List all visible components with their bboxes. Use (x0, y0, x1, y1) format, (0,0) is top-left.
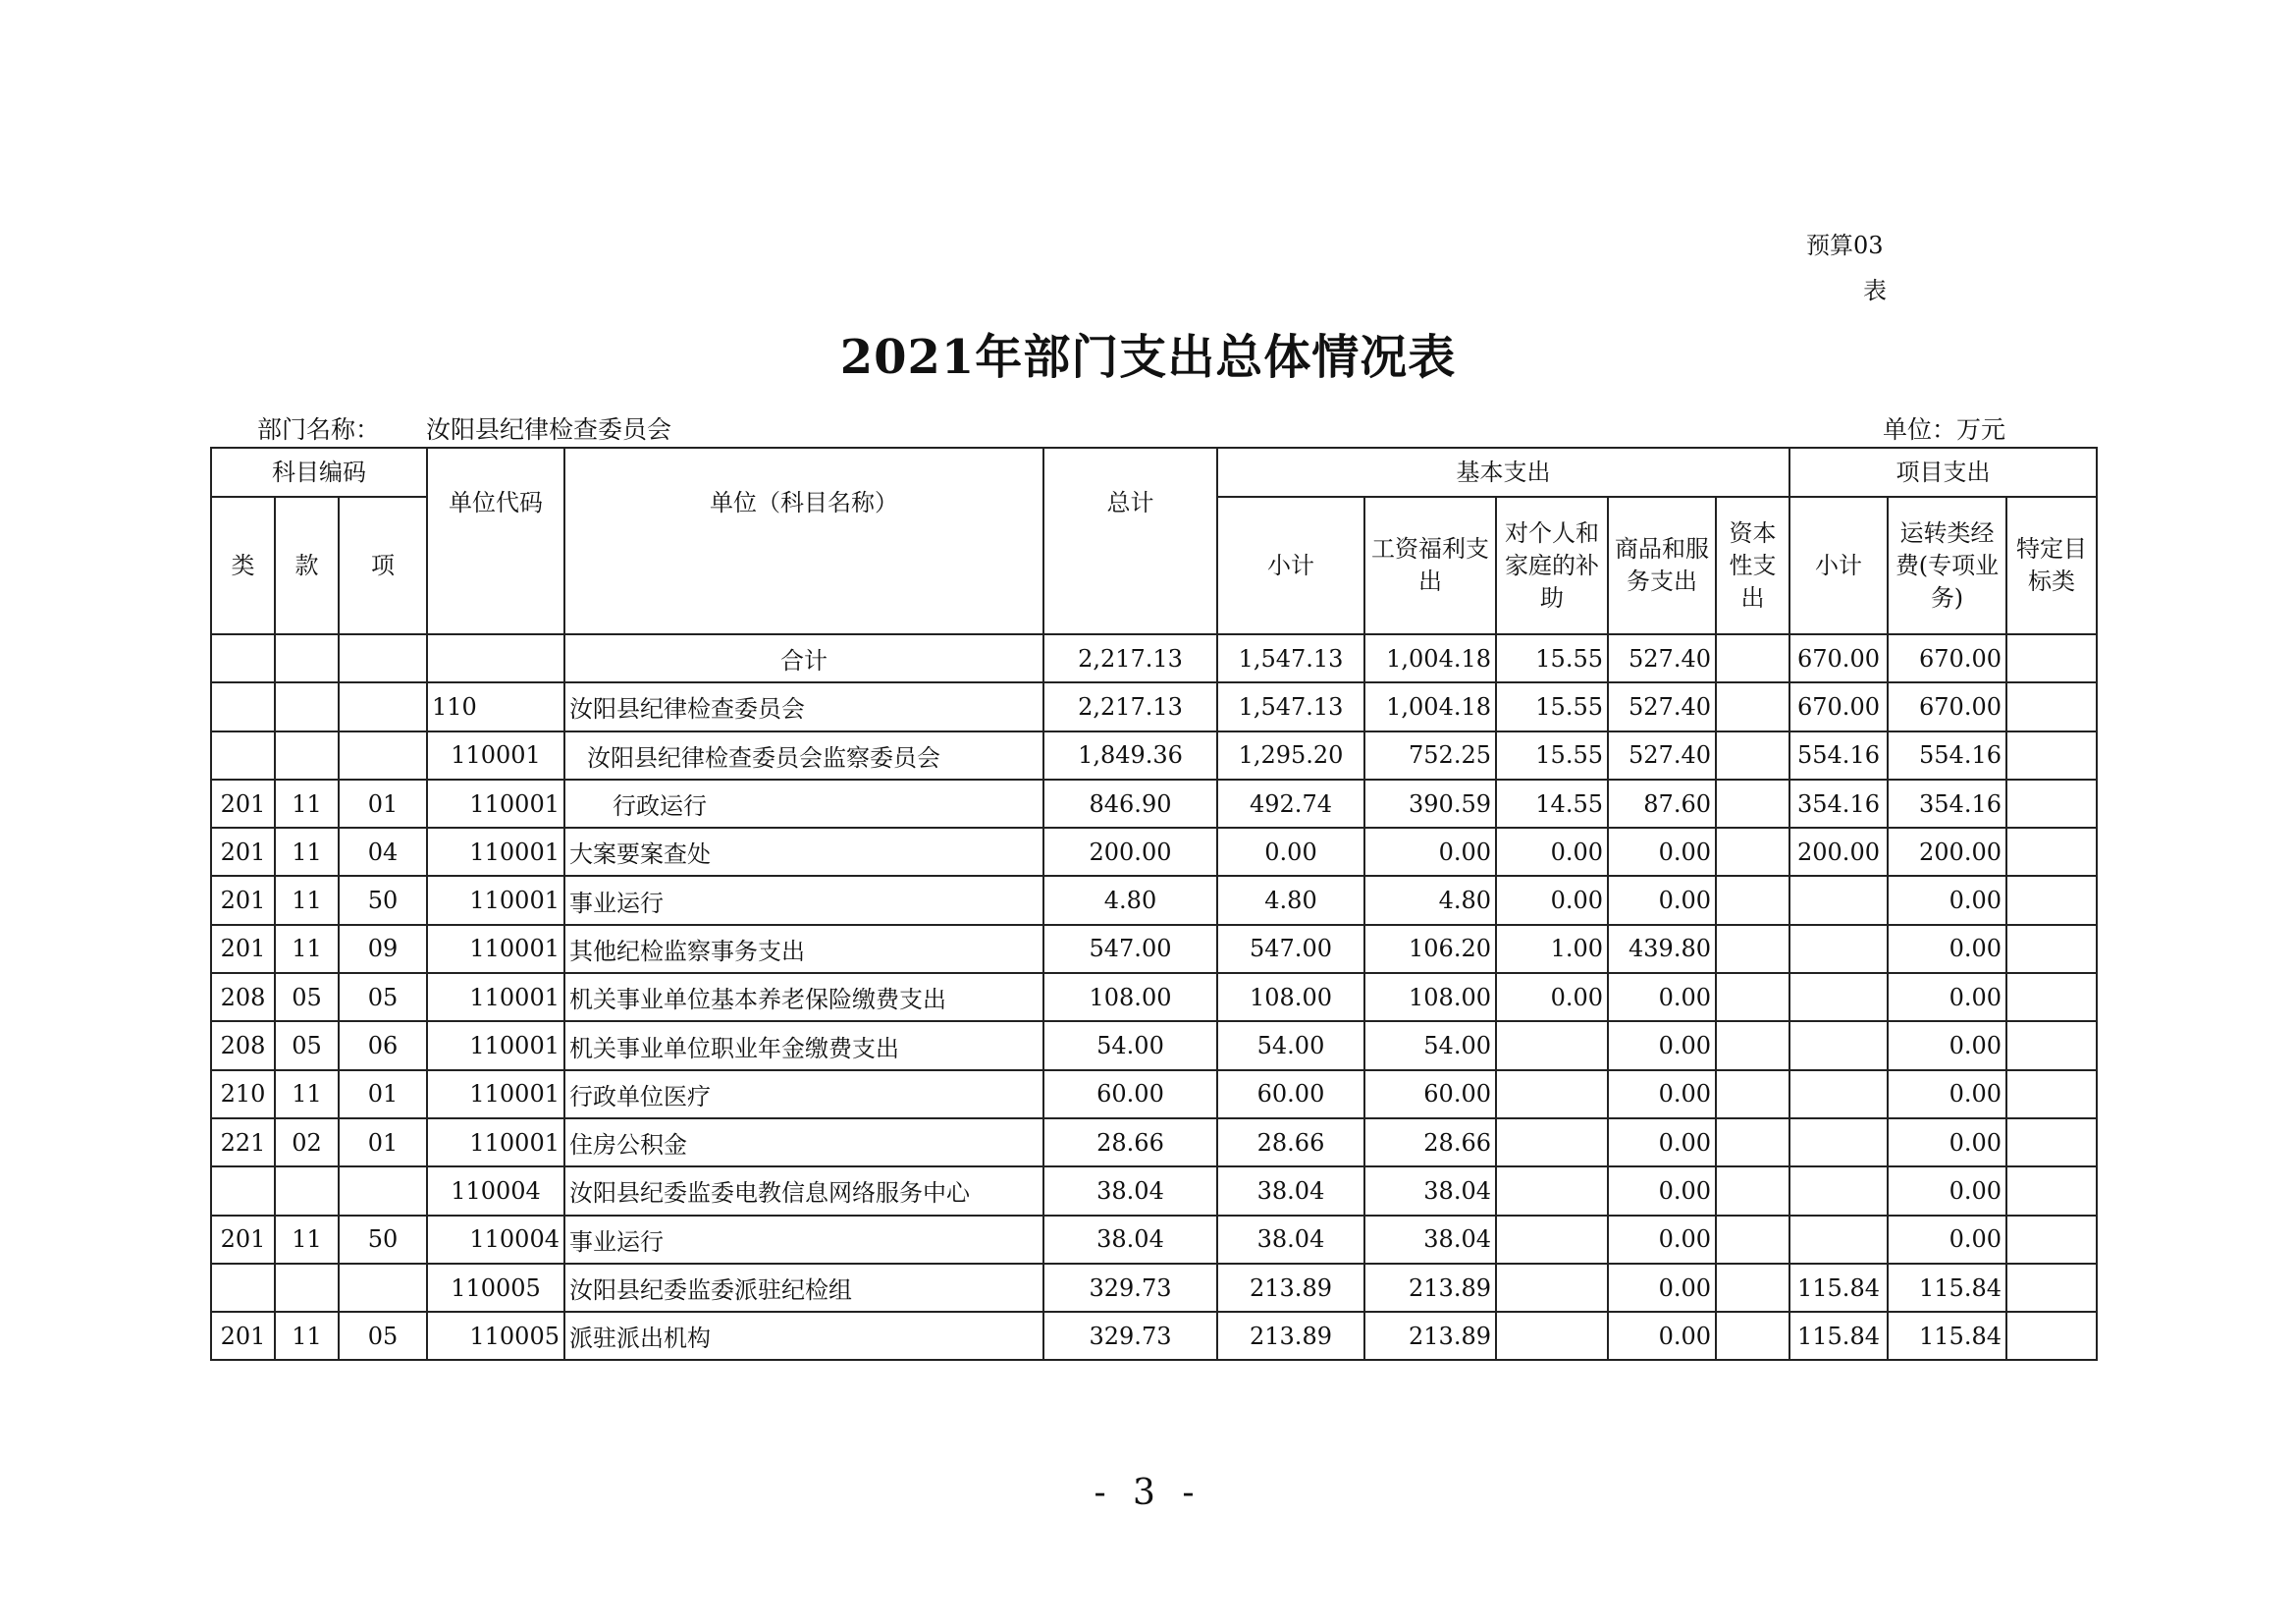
cell-unit-code: 110001 (427, 925, 564, 973)
page-title: 2021年部门支出总体情况表 (839, 330, 1457, 385)
cell-total: 329.73 (1043, 1264, 1217, 1312)
cell-kuan: 11 (275, 925, 339, 973)
cell-capital (1716, 1118, 1789, 1166)
cell-basic-subtotal: 213.89 (1217, 1312, 1364, 1360)
cell-unit-name: 事业运行 (564, 876, 1043, 924)
cell-capital (1716, 1070, 1789, 1118)
form-code-line2: 表 (1863, 277, 1887, 304)
cell-specific (2006, 828, 2097, 876)
cell-total: 38.04 (1043, 1216, 1217, 1264)
header-salary: 工资福利支出 (1364, 497, 1496, 634)
cell-basic-subtotal: 4.80 (1217, 876, 1364, 924)
cell-specific (2006, 1070, 2097, 1118)
cell-goods: 439.80 (1608, 925, 1716, 973)
cell-operating: 354.16 (1888, 780, 2006, 828)
cell-total: 54.00 (1043, 1021, 1217, 1069)
cell-salary: 0.00 (1364, 828, 1496, 876)
cell-project-subtotal (1789, 1118, 1888, 1166)
cell-xiang: 05 (339, 973, 427, 1021)
cell-unit-code: 110004 (427, 1216, 564, 1264)
cell-project-subtotal: 554.16 (1789, 731, 1888, 780)
cell-xiang: 09 (339, 925, 427, 973)
cell-salary: 38.04 (1364, 1216, 1496, 1264)
cell-unit-code: 110001 (427, 1070, 564, 1118)
cell-basic-subtotal: 38.04 (1217, 1216, 1364, 1264)
cell-personal: 1.00 (1496, 925, 1608, 973)
cell-personal (1496, 1118, 1608, 1166)
header-goods: 商品和服务支出 (1608, 497, 1716, 634)
cell-lei: 221 (211, 1118, 275, 1166)
header-basic-subtotal: 小计 (1217, 497, 1364, 634)
cell-goods: 527.40 (1608, 731, 1716, 780)
cell-capital (1716, 828, 1789, 876)
cell-unit-code: 110 (427, 682, 564, 731)
header-subject-code: 科目编码 (211, 448, 427, 497)
cell-operating: 0.00 (1888, 925, 2006, 973)
cell-goods: 527.40 (1608, 634, 1716, 682)
cell-specific (2006, 731, 2097, 780)
cell-lei: 201 (211, 828, 275, 876)
cell-xiang (339, 1166, 427, 1215)
cell-xiang: 06 (339, 1021, 427, 1069)
cell-operating: 0.00 (1888, 1118, 2006, 1166)
cell-goods: 0.00 (1608, 1312, 1716, 1360)
cell-basic-subtotal: 1,547.13 (1217, 682, 1364, 731)
cell-unit-code: 110001 (427, 1118, 564, 1166)
cell-personal: 0.00 (1496, 828, 1608, 876)
expenditure-table (210, 447, 2098, 1361)
cell-salary: 213.89 (1364, 1312, 1496, 1360)
cell-operating: 0.00 (1888, 1021, 2006, 1069)
cell-basic-subtotal: 28.66 (1217, 1118, 1364, 1166)
cell-lei: 201 (211, 876, 275, 924)
cell-project-subtotal (1789, 1021, 1888, 1069)
header-xiang: 项 (339, 497, 427, 634)
cell-total: 329.73 (1043, 1312, 1217, 1360)
header-capital: 资本性支出 (1716, 497, 1789, 634)
cell-kuan: 11 (275, 780, 339, 828)
cell-specific (2006, 780, 2097, 828)
cell-operating: 200.00 (1888, 828, 2006, 876)
cell-unit-name: 住房公积金 (564, 1118, 1043, 1166)
header-unit-name: 单位（科目名称） (564, 448, 1043, 634)
cell-lei (211, 731, 275, 780)
cell-xiang: 05 (339, 1312, 427, 1360)
table-row (211, 634, 2097, 682)
cell-xiang: 50 (339, 876, 427, 924)
table-row (211, 1312, 2097, 1360)
cell-specific (2006, 1118, 2097, 1166)
cell-unit-code: 110005 (427, 1312, 564, 1360)
header-project-subtotal: 小计 (1789, 497, 1888, 634)
cell-personal (1496, 1070, 1608, 1118)
cell-operating: 0.00 (1888, 1166, 2006, 1215)
cell-lei: 201 (211, 1312, 275, 1360)
cell-operating: 115.84 (1888, 1264, 2006, 1312)
table-row (211, 973, 2097, 1021)
header-kuan: 款 (275, 497, 339, 634)
cell-salary: 390.59 (1364, 780, 1496, 828)
cell-kuan: 05 (275, 973, 339, 1021)
cell-lei (211, 682, 275, 731)
table-row (211, 1021, 2097, 1069)
cell-lei: 210 (211, 1070, 275, 1118)
cell-personal (1496, 1216, 1608, 1264)
cell-xiang: 01 (339, 1118, 427, 1166)
cell-kuan (275, 1264, 339, 1312)
cell-xiang: 01 (339, 1070, 427, 1118)
cell-basic-subtotal: 0.00 (1217, 828, 1364, 876)
cell-lei: 201 (211, 1216, 275, 1264)
cell-operating: 0.00 (1888, 1216, 2006, 1264)
cell-salary: 4.80 (1364, 876, 1496, 924)
cell-total: 28.66 (1043, 1118, 1217, 1166)
cell-salary: 106.20 (1364, 925, 1496, 973)
cell-total: 1,849.36 (1043, 731, 1217, 780)
cell-project-subtotal: 670.00 (1789, 682, 1888, 731)
cell-personal: 0.00 (1496, 876, 1608, 924)
cell-project-subtotal: 200.00 (1789, 828, 1888, 876)
cell-operating: 115.84 (1888, 1312, 2006, 1360)
cell-total: 108.00 (1043, 973, 1217, 1021)
cell-personal: 14.55 (1496, 780, 1608, 828)
cell-personal (1496, 1021, 1608, 1069)
cell-basic-subtotal: 1,547.13 (1217, 634, 1364, 682)
form-code-line1: 预算03 (1806, 232, 1884, 259)
header-total: 总计 (1043, 448, 1217, 634)
cell-capital (1716, 731, 1789, 780)
cell-capital (1716, 1264, 1789, 1312)
cell-goods: 0.00 (1608, 1166, 1716, 1215)
cell-unit-name: 机关事业单位职业年金缴费支出 (564, 1021, 1043, 1069)
cell-unit-code: 110004 (427, 1166, 564, 1215)
cell-salary: 28.66 (1364, 1118, 1496, 1166)
cell-total: 547.00 (1043, 925, 1217, 973)
cell-project-subtotal: 115.84 (1789, 1264, 1888, 1312)
cell-unit-name: 大案要案查处 (564, 828, 1043, 876)
cell-basic-subtotal: 38.04 (1217, 1166, 1364, 1215)
cell-total: 2,217.13 (1043, 634, 1217, 682)
cell-capital (1716, 634, 1789, 682)
cell-specific (2006, 876, 2097, 924)
header-specific: 特定目标类 (2006, 497, 2097, 634)
cell-specific (2006, 1312, 2097, 1360)
cell-capital (1716, 780, 1789, 828)
cell-kuan: 11 (275, 1312, 339, 1360)
cell-specific (2006, 1021, 2097, 1069)
cell-xiang: 50 (339, 1216, 427, 1264)
header-operating: 运转类经费(专项业务) (1888, 497, 2006, 634)
cell-basic-subtotal: 492.74 (1217, 780, 1364, 828)
cell-lei: 201 (211, 925, 275, 973)
cell-goods: 0.00 (1608, 1021, 1716, 1069)
cell-unit-name: 汝阳县纪委监委派驻纪检组 (564, 1264, 1043, 1312)
cell-salary: 60.00 (1364, 1070, 1496, 1118)
cell-project-subtotal: 670.00 (1789, 634, 1888, 682)
cell-capital (1716, 973, 1789, 1021)
cell-personal (1496, 1264, 1608, 1312)
cell-specific (2006, 973, 2097, 1021)
cell-personal: 0.00 (1496, 973, 1608, 1021)
cell-personal: 15.55 (1496, 682, 1608, 731)
cell-total: 38.04 (1043, 1166, 1217, 1215)
cell-project-subtotal (1789, 1216, 1888, 1264)
cell-unit-code: 110001 (427, 780, 564, 828)
cell-xiang (339, 634, 427, 682)
cell-lei: 208 (211, 973, 275, 1021)
header-unit-code: 单位代码 (427, 448, 564, 634)
cell-basic-subtotal: 213.89 (1217, 1264, 1364, 1312)
cell-kuan: 11 (275, 1070, 339, 1118)
cell-project-subtotal (1789, 1166, 1888, 1215)
page-number: - 3 - (1094, 1473, 1202, 1513)
cell-salary: 213.89 (1364, 1264, 1496, 1312)
header-project: 项目支出 (1789, 448, 2097, 497)
cell-kuan: 11 (275, 876, 339, 924)
cell-xiang (339, 731, 427, 780)
table-row (211, 682, 2097, 731)
cell-project-subtotal (1789, 1070, 1888, 1118)
header-lei: 类 (211, 497, 275, 634)
cell-unit-name: 汝阳县纪律检查委员会 (564, 682, 1043, 731)
cell-basic-subtotal: 1,295.20 (1217, 731, 1364, 780)
cell-unit-code (427, 634, 564, 682)
cell-xiang: 01 (339, 780, 427, 828)
cell-salary: 1,004.18 (1364, 634, 1496, 682)
cell-unit-name: 汝阳县纪律检查委员会监察委员会 (564, 731, 1043, 780)
cell-specific (2006, 925, 2097, 973)
table-row (211, 731, 2097, 780)
cell-total: 4.80 (1043, 876, 1217, 924)
cell-personal (1496, 1312, 1608, 1360)
cell-specific (2006, 682, 2097, 731)
cell-capital (1716, 1166, 1789, 1215)
unit-label: 单位：万元 (1883, 415, 2006, 444)
cell-unit-name: 其他纪检监察事务支出 (564, 925, 1043, 973)
cell-xiang: 04 (339, 828, 427, 876)
cell-salary: 38.04 (1364, 1166, 1496, 1215)
cell-lei (211, 1264, 275, 1312)
cell-goods: 0.00 (1608, 1264, 1716, 1312)
cell-project-subtotal: 354.16 (1789, 780, 1888, 828)
table-row (211, 1264, 2097, 1312)
cell-goods: 0.00 (1608, 1070, 1716, 1118)
cell-lei (211, 1166, 275, 1215)
cell-total: 846.90 (1043, 780, 1217, 828)
cell-goods: 87.60 (1608, 780, 1716, 828)
cell-lei: 201 (211, 780, 275, 828)
cell-goods: 0.00 (1608, 973, 1716, 1021)
cell-personal: 15.55 (1496, 634, 1608, 682)
cell-kuan: 11 (275, 828, 339, 876)
table-row (211, 1166, 2097, 1215)
cell-xiang (339, 1264, 427, 1312)
cell-kuan: 05 (275, 1021, 339, 1069)
cell-kuan (275, 634, 339, 682)
cell-unit-name: 汝阳县纪委监委电教信息网络服务中心 (564, 1166, 1043, 1215)
cell-operating: 0.00 (1888, 1070, 2006, 1118)
table-row (211, 780, 2097, 828)
cell-goods: 0.00 (1608, 1216, 1716, 1264)
cell-salary: 54.00 (1364, 1021, 1496, 1069)
cell-goods: 0.00 (1608, 1118, 1716, 1166)
cell-specific (2006, 634, 2097, 682)
cell-total: 60.00 (1043, 1070, 1217, 1118)
cell-basic-subtotal: 108.00 (1217, 973, 1364, 1021)
cell-specific (2006, 1216, 2097, 1264)
cell-unit-name: 派驻派出机构 (564, 1312, 1043, 1360)
cell-unit-name: 事业运行 (564, 1216, 1043, 1264)
cell-xiang (339, 682, 427, 731)
table-row (211, 1216, 2097, 1264)
table-row (211, 925, 2097, 973)
cell-capital (1716, 1312, 1789, 1360)
cell-salary: 1,004.18 (1364, 682, 1496, 731)
cell-project-subtotal (1789, 876, 1888, 924)
cell-salary: 108.00 (1364, 973, 1496, 1021)
cell-unit-code: 110001 (427, 1021, 564, 1069)
cell-salary: 752.25 (1364, 731, 1496, 780)
cell-specific (2006, 1166, 2097, 1215)
table-row (211, 1070, 2097, 1118)
cell-capital (1716, 682, 1789, 731)
cell-unit-code: 110005 (427, 1264, 564, 1312)
cell-operating: 670.00 (1888, 634, 2006, 682)
cell-unit-name: 合计 (564, 634, 1043, 682)
cell-specific (2006, 1264, 2097, 1312)
cell-kuan (275, 731, 339, 780)
cell-kuan: 11 (275, 1216, 339, 1264)
cell-lei: 208 (211, 1021, 275, 1069)
cell-operating: 670.00 (1888, 682, 2006, 731)
cell-personal (1496, 1166, 1608, 1215)
cell-basic-subtotal: 60.00 (1217, 1070, 1364, 1118)
cell-project-subtotal (1789, 973, 1888, 1021)
cell-total: 2,217.13 (1043, 682, 1217, 731)
cell-capital (1716, 925, 1789, 973)
cell-unit-code: 110001 (427, 828, 564, 876)
cell-kuan (275, 1166, 339, 1215)
table-row (211, 876, 2097, 924)
cell-goods: 527.40 (1608, 682, 1716, 731)
cell-capital (1716, 1021, 1789, 1069)
table-row (211, 1118, 2097, 1166)
cell-unit-code: 110001 (427, 973, 564, 1021)
dept-name: 汝阳县纪律检查委员会 (426, 415, 672, 444)
cell-basic-subtotal: 54.00 (1217, 1021, 1364, 1069)
cell-capital (1716, 1216, 1789, 1264)
cell-operating: 554.16 (1888, 731, 2006, 780)
cell-project-subtotal: 115.84 (1789, 1312, 1888, 1360)
cell-goods: 0.00 (1608, 876, 1716, 924)
cell-total: 200.00 (1043, 828, 1217, 876)
cell-unit-code: 110001 (427, 731, 564, 780)
cell-capital (1716, 876, 1789, 924)
cell-operating: 0.00 (1888, 973, 2006, 1021)
header-personal: 对个人和家庭的补助 (1496, 497, 1608, 634)
cell-operating: 0.00 (1888, 876, 2006, 924)
cell-project-subtotal (1789, 925, 1888, 973)
cell-basic-subtotal: 547.00 (1217, 925, 1364, 973)
dept-label: 部门名称： (257, 415, 381, 444)
cell-unit-name: 行政单位医疗 (564, 1070, 1043, 1118)
header-basic: 基本支出 (1217, 448, 1789, 497)
cell-kuan (275, 682, 339, 731)
cell-unit-name: 行政运行 (564, 780, 1043, 828)
cell-unit-name: 机关事业单位基本养老保险缴费支出 (564, 973, 1043, 1021)
cell-lei (211, 634, 275, 682)
table-body (211, 634, 2097, 1360)
cell-personal: 15.55 (1496, 731, 1608, 780)
cell-kuan: 02 (275, 1118, 339, 1166)
table-row (211, 828, 2097, 876)
cell-goods: 0.00 (1608, 828, 1716, 876)
cell-unit-code: 110001 (427, 876, 564, 924)
